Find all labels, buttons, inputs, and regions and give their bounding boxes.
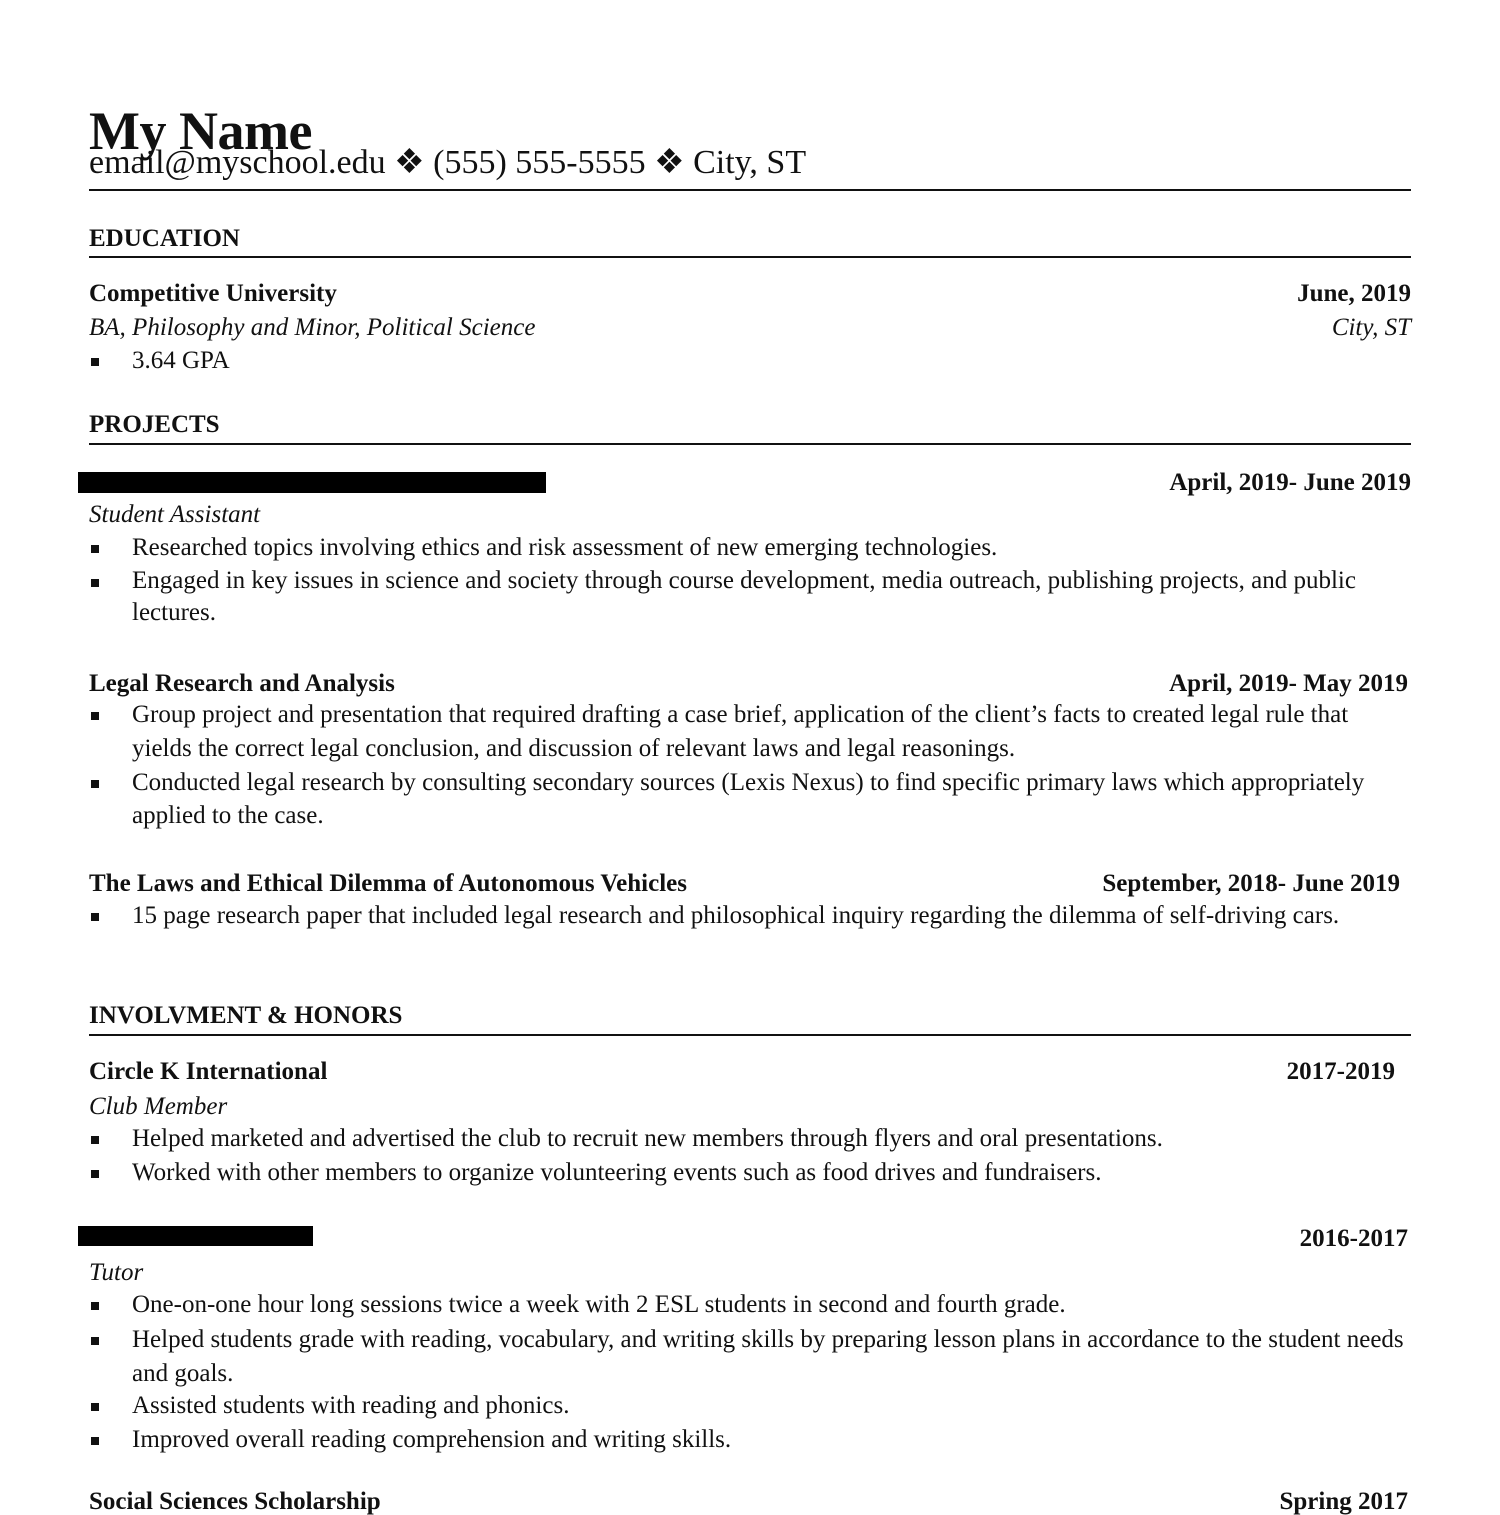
involvement-role: Club Member (89, 1093, 228, 1120)
bullet-icon (91, 1337, 99, 1345)
bullet-icon (91, 780, 99, 788)
bullet-icon (91, 1136, 99, 1144)
section-heading-projects: PROJECTS (89, 411, 220, 438)
degree: BA, Philosophy and Minor, Political Science (89, 314, 536, 341)
bullet-icon (91, 579, 99, 587)
section-divider (89, 443, 1411, 445)
contact-line: email@myschool.edu ❖ (555) 555-5555 ❖ City, ST (89, 144, 807, 181)
section-heading-education: EDUCATION (89, 225, 240, 252)
bullet-icon (91, 1170, 99, 1178)
involvement-date: 2016-2017 (1299, 1225, 1408, 1252)
bullet-icon (91, 1302, 99, 1310)
section-divider (89, 256, 1411, 258)
school-location: City, ST (1331, 314, 1411, 341)
project-role: Student Assistant (89, 501, 261, 528)
project-date: September, 2018- June 2019 (1102, 870, 1400, 897)
involvement-role: Tutor (89, 1259, 144, 1286)
section-divider (89, 1034, 1411, 1036)
bullet-icon (91, 545, 99, 553)
organization-name: Social Sciences Scholarship (89, 1488, 381, 1515)
project-title: The Laws and Ethical Dilemma of Autonomous Vehicles (89, 870, 687, 897)
project-title: Legal Research and Analysis (89, 670, 395, 697)
redacted-title (78, 1226, 313, 1246)
bullet-icon (91, 358, 99, 366)
project-date: April, 2019- May 2019 (1169, 670, 1408, 697)
redacted-title (78, 472, 546, 493)
project-date: April, 2019- June 2019 (1169, 469, 1411, 496)
organization-name: Circle K International (89, 1058, 328, 1085)
involvement-date: 2017-2019 (1286, 1058, 1395, 1085)
resume-name: My Name (89, 101, 312, 161)
involvement-date: Spring 2017 (1279, 1488, 1408, 1515)
header-divider (89, 189, 1411, 191)
bullet-icon (91, 913, 99, 921)
section-heading-involvement: INVOLVMENT & HONORS (89, 1002, 403, 1029)
graduation-date: June, 2019 (1297, 280, 1411, 307)
school-name: Competitive University (89, 280, 337, 307)
bullet-icon (91, 1403, 99, 1411)
bullet-icon (91, 712, 99, 720)
bullet-icon (91, 1437, 99, 1445)
